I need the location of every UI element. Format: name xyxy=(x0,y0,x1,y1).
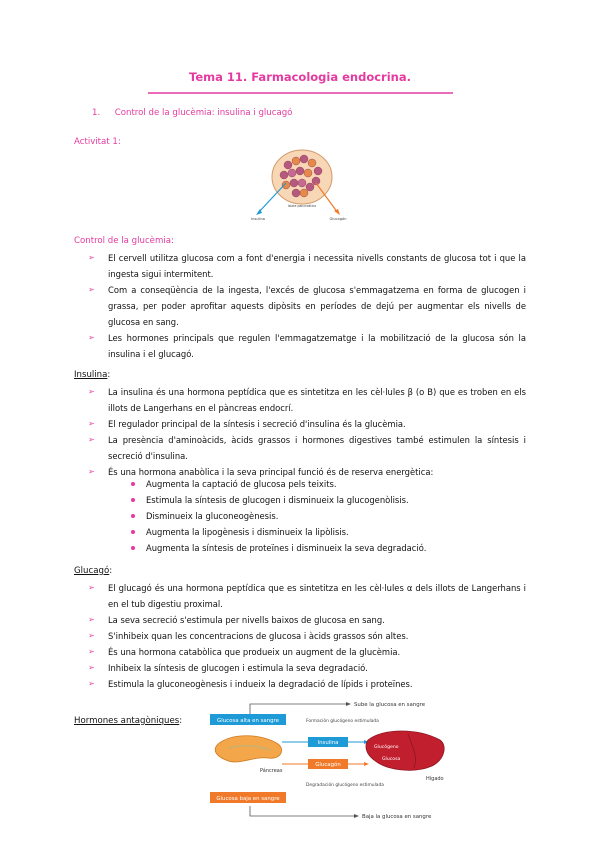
glucose-label: Glucosa xyxy=(382,757,401,762)
sub-list-item: Disminueix la gluconeogènesis. xyxy=(86,508,526,524)
arrow-bullet-icon: ➢ xyxy=(88,467,95,476)
antagonic-diagram xyxy=(208,700,468,820)
section-number: 1. xyxy=(92,108,101,118)
list-item xyxy=(86,384,526,416)
sub-list-item: Augmenta la lipogènesis i disminueix la lipòlisis. xyxy=(86,524,526,540)
insulina-heading-text: Insulina xyxy=(74,370,108,380)
arrow-bullet-icon: ➢ xyxy=(88,333,95,342)
insulin-label: Insulina xyxy=(251,217,265,221)
liver-shape xyxy=(366,731,444,770)
glucogen-label: Glucógeno xyxy=(374,745,399,750)
list-item-text: S'inhibeix quan les concentracions de glucosa i àcids grassos són altes. xyxy=(108,631,409,641)
arrow-bullet-icon: ➢ xyxy=(88,285,95,294)
arrow-bullet-icon: ➢ xyxy=(88,435,95,444)
bottom-loop-line xyxy=(250,806,356,816)
insulina-sublist xyxy=(86,476,526,556)
islet-label: Islote pancreático xyxy=(287,204,317,208)
insulin-box-label: Insulina xyxy=(317,740,339,746)
list-item-text: El cervell utilitza glucosa com a font d'energia i necessita nivells constants de glucosa tot i que la ingesta sigui intermitent. xyxy=(108,253,526,279)
high-glucose-label: Glucosa alta en sangre xyxy=(217,718,279,724)
bottom-arrow-label: Baja la glucosa en sangre xyxy=(362,814,432,820)
glucagon-label: Glucagón xyxy=(329,217,347,221)
glucago-heading-text: Glucagó xyxy=(74,566,110,576)
list-item-text: El glucagó és una hormona peptídica que es sintetitza en les cèl·lules α dels illots de Langerhans i en el tub digestiu proximal. xyxy=(108,583,526,609)
low-glucose-label: Glucosa baja en sangre xyxy=(216,796,280,802)
page-title: Tema 11. Farmacologia endocrina. xyxy=(189,70,411,84)
dot-bullet-icon xyxy=(131,498,135,502)
list-item xyxy=(86,628,526,644)
list-item xyxy=(86,660,526,676)
arrow-bullet-icon: ➢ xyxy=(88,253,95,262)
arrow-bullet-icon: ➢ xyxy=(88,631,95,640)
list-item xyxy=(86,432,526,464)
antagonic-heading-text: Hormones antagòniques xyxy=(74,716,180,726)
list-item-text: Les hormones principals que regulen l'emmagatzematge i la mobilització de la glucosa són la insulina i el glucagó. xyxy=(108,333,526,359)
arrow-bullet-icon: ➢ xyxy=(88,679,95,688)
islet-figure xyxy=(238,145,358,225)
glucago-heading-colon: : xyxy=(109,566,113,576)
sub-list-item: Augmenta la captació de glucosa pels teixits. xyxy=(86,476,526,492)
activity-label: Activitat 1: xyxy=(74,137,121,147)
dot-bullet-icon xyxy=(131,482,135,486)
dot-bullet-icon xyxy=(131,514,135,518)
dot-bullet-icon xyxy=(131,530,135,534)
insulina-list xyxy=(86,384,526,480)
list-item-text: La insulina és una hormona peptídica que es sintetitza en les cèl·lules β (o B) que es troben en els illots de Langerhans en el pàncreas endocrí. xyxy=(108,387,526,413)
arrow-bullet-icon: ➢ xyxy=(88,663,95,672)
list-item xyxy=(86,250,526,282)
list-item xyxy=(86,416,526,432)
list-item-text: És una hormona anabòlica i la seva principal funció és de reserva energètica: xyxy=(108,467,434,477)
arrow-bullet-icon: ➢ xyxy=(88,615,95,624)
pancreas-label: Páncreas xyxy=(260,768,283,774)
list-item-text: És una hormona catabòlica que produeix un augment de la glucèmia. xyxy=(108,647,401,657)
degradation-label: Degradación glucógeno estimulada xyxy=(306,783,384,788)
list-item xyxy=(86,644,526,660)
section-label: Control de la glucèmia: insulina i glucagó xyxy=(114,108,293,118)
list-item xyxy=(86,676,526,692)
dot-bullet-icon xyxy=(131,546,135,550)
top-arrow-label: Sube la glucosa en sangre xyxy=(354,702,426,708)
sub-list-item: Estimula la síntesis de glucogen i disminueix la glucogenòlisis. xyxy=(86,492,526,508)
glucago-heading xyxy=(74,566,112,576)
insulina-heading xyxy=(74,370,110,380)
section-heading xyxy=(92,108,292,118)
control-list xyxy=(86,250,526,362)
list-item-text: El regulador principal de la síntesis i secreció d'insulina és la glucèmia. xyxy=(108,419,406,429)
arrow-bullet-icon: ➢ xyxy=(88,419,95,428)
insulin-arrow xyxy=(258,183,286,213)
antagonic-heading-colon: : xyxy=(179,716,183,726)
pancreas-shape xyxy=(215,736,281,762)
glucagon-box-label: Glucagón xyxy=(315,762,341,768)
sub-list-item: Augmenta la síntesis de proteïnes i disminueix la seva degradació. xyxy=(86,540,526,556)
list-item-text: Estimula la gluconeogènesis i indueix la degradació de lípids i proteïnes. xyxy=(108,679,413,689)
arrow-bullet-icon: ➢ xyxy=(88,583,95,592)
list-item xyxy=(86,282,526,330)
list-item xyxy=(86,580,526,612)
antagonic-heading xyxy=(74,716,182,726)
list-item-text: Inhibeix la síntesis de glucogen i estimula la seva degradació. xyxy=(108,663,368,673)
insulina-heading-colon: : xyxy=(107,370,111,380)
control-heading: Control de la glucèmia: xyxy=(74,236,174,246)
top-loop-line xyxy=(250,704,348,714)
list-item xyxy=(86,330,526,362)
formation-label: Formación glucógeno estimulada xyxy=(306,719,379,724)
list-item xyxy=(86,612,526,628)
list-item-text: Com a conseqüència de la ingesta, l'excés de glucosa s'emmagatzema en forma de glucogen i grassa, per poder aprofitar aquests dipòsits en períodes de dejú per augmentar els nivells de glucosa en sang. xyxy=(108,285,526,327)
arrow-bullet-icon: ➢ xyxy=(88,647,95,656)
liver-label: Hígado xyxy=(426,776,444,782)
list-item-text: La presència d'aminoàcids, àcids grassos i hormones digestives també estimulen la síntesis i secreció d'insulina. xyxy=(108,435,526,461)
title-underline xyxy=(148,92,453,94)
arrow-bullet-icon: ➢ xyxy=(88,387,95,396)
list-item-text: La seva secreció s'estimula per nivells baixos de glucosa en sang. xyxy=(108,615,385,625)
glucago-list xyxy=(86,580,526,692)
